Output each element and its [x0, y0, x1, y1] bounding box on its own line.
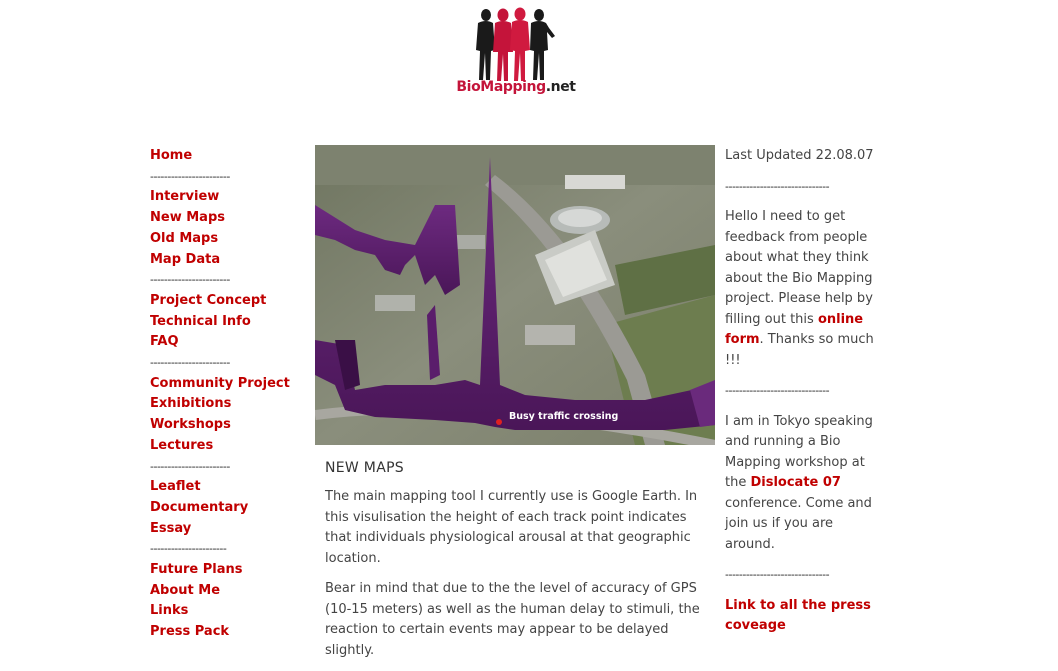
google-earth-map-image	[315, 145, 715, 445]
map-caption: Busy traffic crossing	[509, 411, 619, 422]
divider: ------------------------------	[725, 568, 830, 581]
nav-item-about-me[interactable]: About Me	[150, 582, 221, 598]
nav-separator: -----------------------	[150, 356, 230, 369]
intro-paragraph: The main mapping tool I currently use is Google Earth. In this visulisation the height of each track point indicates that individuals physiological arousal at that geographic location.	[325, 489, 698, 566]
site-logo[interactable]	[455, 6, 577, 100]
tokyo-text: I am in Tokyo speaking and running a Bio Mapping workshop at the Dislocate 07 conference. Come and join us if you are around.	[725, 413, 873, 552]
sidebar-nav	[150, 146, 300, 643]
nav-separator: -----------------------	[150, 459, 230, 473]
nav-item-project-concept[interactable]: Project Concept	[150, 292, 267, 308]
page-title: NEW MAPS	[325, 460, 404, 476]
accuracy-paragraph: Bear in mind that due to the the level of accuracy of GPS (10-15 meters) as well as the human delay to stimuli, the reaction to certain events may appear to be delayed slightly.	[325, 581, 700, 658]
people-silhouettes-icon	[455, 6, 577, 86]
nav-item-future-plans[interactable]: Future Plans	[150, 561, 243, 577]
dislocate-link[interactable]: Dislocate 07	[750, 475, 841, 490]
nav-item-old-maps[interactable]: Old Maps	[150, 230, 219, 246]
nav-item-press-pack[interactable]: Press Pack	[150, 624, 230, 640]
nav-item-home[interactable]: Home	[150, 148, 193, 163]
nav-item-new-maps[interactable]: New Maps	[150, 210, 225, 226]
right-sidebar	[725, 146, 875, 637]
nav-item-map-data[interactable]: Map Data	[150, 251, 221, 267]
divider: ------------------------------	[725, 384, 830, 397]
nav-item-community-project[interactable]: Community Project	[150, 375, 290, 391]
nav-item-workshops[interactable]: Workshops	[150, 417, 231, 433]
nav-item-faq[interactable]: FAQ	[150, 334, 179, 350]
press-link[interactable]: Link to all the press coveage	[725, 597, 871, 633]
nav-item-exhibitions[interactable]: Exhibitions	[150, 396, 232, 412]
divider: ------------------------------	[725, 179, 830, 193]
nav-item-technical-info[interactable]: Technical Info	[150, 313, 251, 329]
nav-item-interview[interactable]: Interview	[150, 189, 220, 205]
nav-separator: ----------------------	[150, 542, 227, 556]
nav-item-lectures[interactable]: Lectures	[150, 437, 214, 453]
nav-separator: -----------------------	[150, 273, 230, 287]
nav-item-links[interactable]: Links	[150, 603, 189, 619]
nav-separator: -----------------------	[150, 169, 230, 183]
nav-item-documentary[interactable]: Documentary	[150, 499, 249, 515]
logo-text: BioMapping.net	[456, 79, 576, 95]
main-content	[325, 460, 715, 671]
feedback-text: Hello I need to get feedback from people about what they think about the Bio Mapping project. Please help by filling out this online form. Thanks so much !!!	[725, 209, 874, 368]
online-form-link[interactable]: online form	[725, 311, 864, 347]
nav-item-essay[interactable]: Essay	[150, 520, 192, 536]
nav-item-leaflet[interactable]: Leaflet	[150, 479, 201, 495]
last-updated: Last Updated 22.08.07	[725, 148, 874, 163]
